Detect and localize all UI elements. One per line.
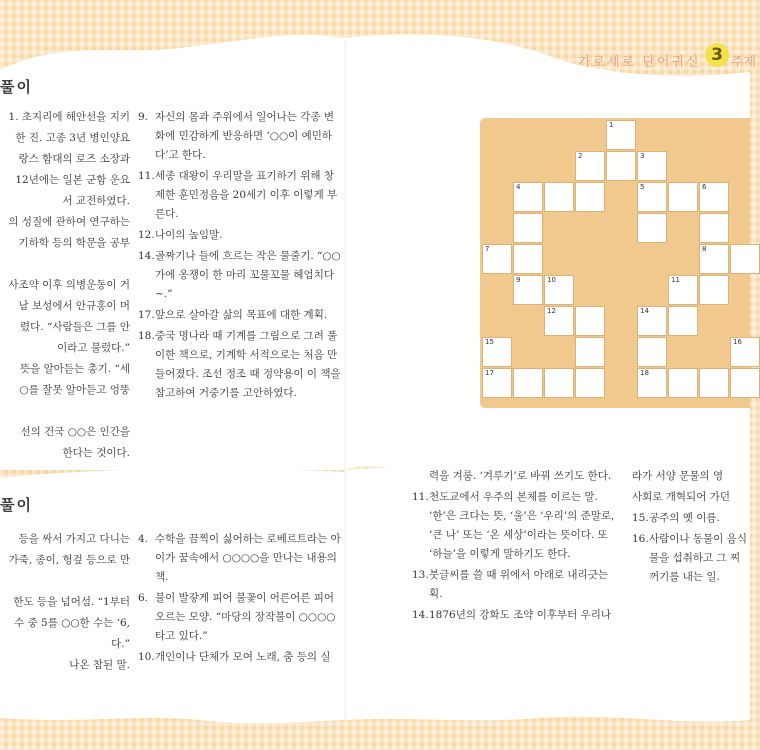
down-section-heading: 풀이 — [0, 496, 33, 514]
crossword-cell-number: 16 — [733, 338, 742, 346]
clue-number: 11. — [138, 170, 155, 182]
crossword-cell[interactable] — [699, 244, 729, 274]
crossword-cell-number: 14 — [640, 307, 649, 315]
crossword-cell[interactable] — [482, 368, 512, 398]
down-clues-right-list — [412, 488, 620, 625]
clue-item — [412, 566, 620, 604]
clue-line: 가죽, 종이, 헝겊 등으로 만 — [8, 554, 130, 566]
crossword-cell[interactable] — [730, 368, 760, 398]
clue-item — [632, 509, 750, 528]
clue-line: 서 교전하였다. — [62, 195, 130, 207]
clue-line: 1. 초지리에 해안선을 지키 — [8, 111, 130, 123]
down-clues-left — [0, 530, 130, 677]
crossword-cell[interactable] — [544, 368, 574, 398]
clue-line: 기하학 등의 학문을 공부 — [18, 237, 130, 249]
crossword-cell-number: 5 — [640, 183, 645, 191]
crossword-cell-number: 4 — [516, 183, 521, 191]
crossword-cell[interactable] — [668, 275, 698, 305]
clue-item — [138, 108, 343, 165]
clue-line: 등을 싸서 가지고 다니는 — [18, 533, 130, 545]
clue-text: 자신의 몸과 주위에서 일어나는 각종 변화에 민감하게 반응하면 ‘○○이 예민하다’고 한다. — [155, 111, 334, 161]
clue-number: 10. — [138, 651, 155, 663]
clue-text: 세종 대왕이 우리말을 표기하기 위해 창제한 훈민정음을 20세기 이후 이렇게 부른다. — [155, 170, 338, 220]
crossword-cell[interactable] — [544, 306, 574, 336]
clue-line: 다.” — [111, 638, 130, 650]
crossword-cell[interactable] — [668, 368, 698, 398]
clue-text: 중국 명나라 때 기계를 그림으로 그려 풀이한 책으로, 기계학 서적으로는 처음 만들어졌다. 조선 정조 때 정약용이 이 책을 참고하여 거중기를 고안하였다. — [155, 330, 341, 399]
crossword-cell[interactable] — [730, 337, 760, 367]
clue-line: 한다는 것이다. — [62, 447, 130, 459]
crossword-cell-number: 1 — [609, 121, 614, 129]
clue-item — [412, 488, 620, 564]
clue-number: 15. — [632, 512, 649, 524]
crossword-cell[interactable] — [544, 182, 574, 212]
chapter-number-badge: 3 — [705, 43, 729, 67]
clue-number: 12. — [138, 229, 155, 241]
crossword-cell[interactable] — [575, 337, 605, 367]
crossword-cell[interactable] — [544, 275, 574, 305]
clue-continuation: 력을 겨룸. ‘겨루기’로 바꿔 쓰기도 한다. — [429, 470, 612, 482]
across-clues-right — [138, 108, 343, 405]
down-clues-far-right — [632, 467, 750, 589]
clue-item — [412, 606, 620, 625]
clue-number: 6. — [138, 592, 149, 604]
crossword-cell[interactable] — [575, 182, 605, 212]
clue-item — [138, 648, 343, 667]
crossword-cell[interactable] — [637, 182, 667, 212]
crossword-cell[interactable] — [699, 182, 729, 212]
clue-line: 나온 참된 말. — [69, 659, 130, 671]
crossword-cell-number: 9 — [516, 276, 521, 284]
crossword-cell-number: 8 — [702, 245, 707, 253]
crossword-cell[interactable] — [668, 182, 698, 212]
crossword-cell[interactable] — [606, 151, 636, 181]
crossword-cell[interactable] — [699, 213, 729, 243]
clue-line — [0, 255, 130, 274]
crossword-cell[interactable] — [482, 337, 512, 367]
crossword-cell[interactable] — [637, 337, 667, 367]
crossword-cell[interactable] — [699, 275, 729, 305]
crossword-cell-number: 12 — [547, 307, 556, 315]
clue-number: 17. — [138, 309, 155, 321]
clue-item — [138, 247, 343, 304]
crossword-cell[interactable] — [513, 368, 543, 398]
across-section-heading: 풀이 — [0, 78, 33, 96]
clue-line: 의 성질에 관하여 연구하는 — [8, 216, 130, 228]
crossword-cell-number: 18 — [640, 369, 649, 377]
crossword-cell[interactable] — [637, 368, 667, 398]
crossword-cell-number: 3 — [640, 152, 645, 160]
clue-line — [0, 402, 130, 421]
crossword-cell-number: 15 — [485, 338, 494, 346]
clue-item — [138, 530, 343, 587]
clue-text: 나이의 높임말. — [155, 229, 223, 241]
clue-text: 개인이나 단체가 모여 노래, 춤 등의 실 — [155, 651, 331, 663]
crossword-cell[interactable] — [637, 213, 667, 243]
clue-number: 9. — [138, 111, 149, 123]
crossword-cell-number: 10 — [547, 276, 556, 284]
clue-number: 11. — [412, 491, 429, 503]
clue-item — [138, 306, 343, 325]
clue-item — [138, 327, 343, 403]
clue-line: 이라고 불렀다.” — [57, 342, 130, 354]
crossword-cell-number: 6 — [702, 183, 707, 191]
crossword-cell-number: 11 — [671, 276, 680, 284]
crossword-cell[interactable] — [606, 120, 636, 150]
clue-line: 한도 등을 넘어섬. “1부터 — [13, 596, 130, 608]
crossword-cell[interactable] — [668, 306, 698, 336]
chapter-title-tail: 주제 — [731, 55, 757, 70]
crossword-cell[interactable] — [513, 182, 543, 212]
crossword-cell[interactable] — [575, 151, 605, 181]
clue-line: 뜻을 알아듣는 총기. “세 — [19, 363, 130, 375]
clue-number: 14. — [138, 250, 155, 262]
clue-line: 한 진. 고종 3년 병인양요 — [15, 132, 130, 144]
clue-text: 사람이나 동물이 음식물을 섭취하고 그 찌꺼기를 내는 일. — [649, 533, 747, 583]
clue-line — [0, 572, 130, 591]
clue-line: 선의 건국 ○○은 인간을 — [20, 426, 130, 438]
clue-item — [632, 530, 750, 587]
crossword-cell[interactable] — [637, 151, 667, 181]
crossword-cell-number: 17 — [485, 369, 494, 377]
crossword-grid — [480, 118, 750, 408]
clue-line: 수 중 5를 ○○한 수는 ‘6, — [14, 617, 130, 629]
clue-text: 골짜기나 들에 흐르는 작은 물줄기. “○○가에 옹쟁이 한 마리 꼬물꼬물 헤엄치다~.” — [155, 250, 341, 300]
clue-line: 렸다. “사람들은 그를 안 — [19, 321, 130, 333]
crossword-cell[interactable] — [575, 368, 605, 398]
crossword-cell[interactable] — [513, 275, 543, 305]
clue-text: 앞으로 살아갈 삶의 목표에 대한 계획. — [155, 309, 328, 321]
clue-number: 13. — [412, 569, 429, 581]
clue-item — [138, 589, 343, 646]
chapter-title: 가로세로 단어귀신 — [578, 55, 701, 70]
crossword-cell[interactable] — [575, 306, 605, 336]
crossword-cell-number: 2 — [578, 152, 583, 160]
crossword-cell[interactable] — [482, 244, 512, 274]
clue-item — [138, 167, 343, 224]
clue-text: 공주의 옛 이름. — [649, 512, 720, 524]
clue-line: 사회로 개혁되어 가던 — [632, 491, 730, 503]
clue-line: 남 보성에서 안규홍이 머 — [18, 300, 130, 312]
down-clues-right — [412, 467, 620, 627]
clue-number: 16. — [632, 533, 649, 545]
clue-number: 18. — [138, 330, 155, 342]
crossword-cell[interactable] — [730, 244, 760, 274]
clue-text: 1876년의 강화도 조약 이후부터 우리나 — [429, 609, 612, 621]
crossword-cell[interactable] — [637, 306, 667, 336]
crossword-cell-number: 7 — [485, 245, 490, 253]
clue-text: 천도교에서 우주의 본체를 이르는 말. ‘한’은 크다는 뜻, ‘울’은 ‘우리’의 준말로, ‘큰 나’ 또는 ‘온 세상’이라는 뜻이다. 또 ‘하늘’을 이렇게 말하기도 한다. — [429, 491, 615, 560]
clue-text: 불이 발갛게 피어 불꽃이 어른어른 피어오르는 모양. “마당의 장작불이 ○○○○ 타고 있다.” — [155, 592, 336, 642]
clue-text: 수학을 끔찍이 싫어하는 로베르트라는 아이가 꿈속에서 ○○○○을 만나는 내용의 책. — [155, 533, 341, 583]
down-clues-mid — [138, 530, 343, 669]
crossword-cell[interactable] — [513, 213, 543, 243]
clue-line: 랑스 함대의 로즈 소장과 — [18, 153, 130, 165]
clue-line: 사조약 이후 의병운동이 거 — [8, 279, 130, 291]
clue-text: 붓글씨를 쓸 때 위에서 아래로 내리긋는 획. — [429, 569, 608, 600]
clue-number: 4. — [138, 533, 149, 545]
across-clues-left — [0, 108, 130, 465]
clue-item — [138, 226, 343, 245]
crossword-cell[interactable] — [699, 368, 729, 398]
clue-line: 라가 서양 문물의 영 — [632, 470, 724, 482]
down-clues-far-list — [632, 509, 750, 587]
clue-number: 14. — [412, 609, 429, 621]
crossword-cell[interactable] — [513, 244, 543, 274]
clue-line: 12년에는 일본 군함 운요 — [15, 174, 130, 186]
clue-line: ○를 잘못 알아듣고 엉뚱 — [19, 384, 130, 396]
